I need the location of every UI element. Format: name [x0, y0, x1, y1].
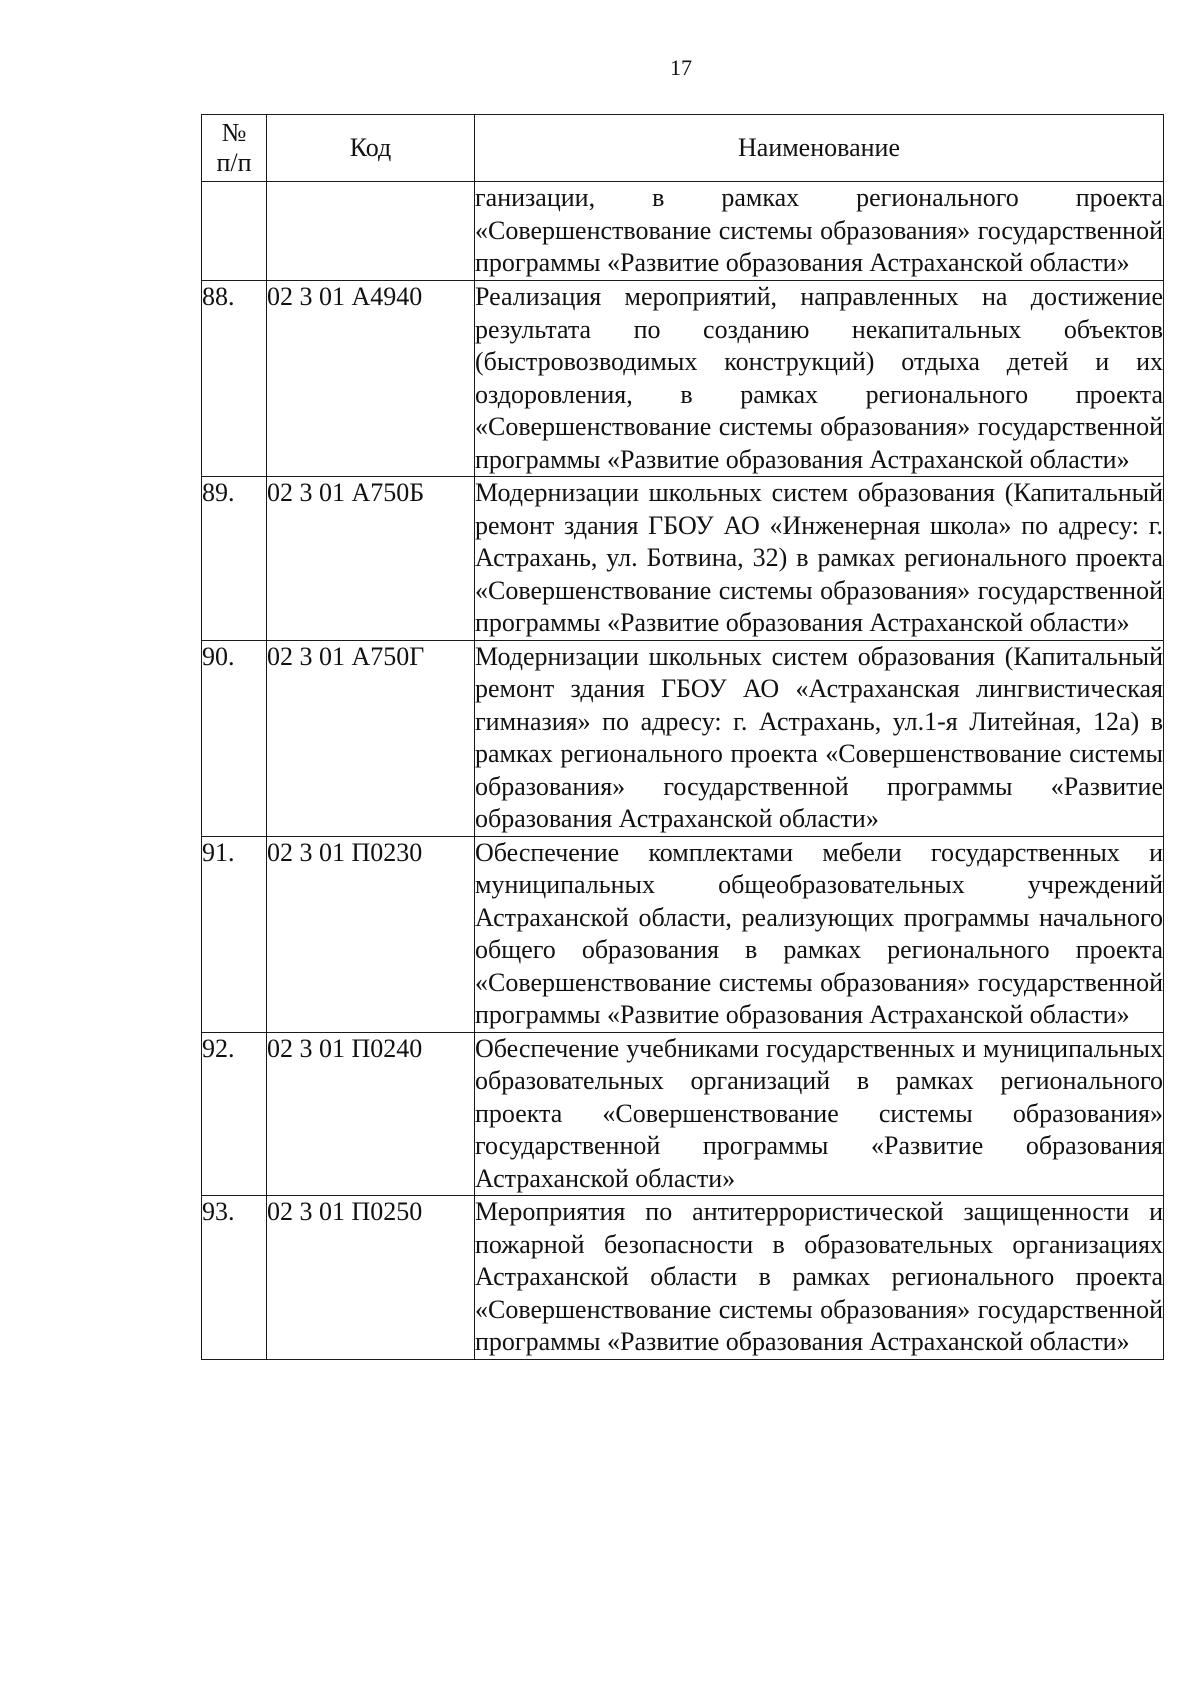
- row-code: 02 3 01 П0230: [267, 836, 475, 1032]
- table-header-row: [202, 115, 1164, 182]
- row-number: 93.: [202, 1196, 267, 1360]
- table-row-continuation: [202, 182, 1164, 281]
- row-number: 89.: [202, 477, 267, 641]
- row-name: Модернизации школьных систем образования (Капитальный ремонт здания ГБОУ АО «Астраханская лингвистическая гимназия» по адресу: г. Астрахань, ул.1-я Литейная, 12а) в рамках регионального проекта «Совершенствование системы образования» государственной программы «Развитие образования Астраханской области»: [475, 640, 1164, 836]
- header-number: [202, 115, 267, 182]
- table-row: [202, 640, 1164, 836]
- page-number: 17: [670, 55, 692, 80]
- row-code: 02 3 01 А750Г: [267, 640, 475, 836]
- row-code: 02 3 01 А4940: [267, 281, 475, 477]
- table-row: [202, 836, 1164, 1032]
- row-name: ганизации, в рамках регионального проекта «Совершенствование системы образования» государственной программы «Развитие образования Астраханской области»: [475, 182, 1164, 281]
- row-code: [267, 182, 475, 281]
- row-code: 02 3 01 А750Б: [267, 477, 475, 641]
- row-name: Мероприятия по антитеррористической защищенности и пожарной безопасности в образовательных организациях Астраханской области в рамках регионального проекта «Совершенствование системы образования» государственной программы «Развитие образования Астраханской области»: [475, 1196, 1164, 1360]
- row-number: 90.: [202, 640, 267, 836]
- row-number: [202, 182, 267, 281]
- row-name: Обеспечение учебниками государственных и муниципальных образовательных организаций в рамках регионального проекта «Совершенствование системы образования» государственной программы «Развитие образования Астраханской области»: [475, 1032, 1164, 1196]
- row-name: Обеспечение комплектами мебели государственных и муниципальных общеобразовательных учреждений Астраханской области, реализующих программы начального общего образования в рамках регионального проекта «Совершенствование системы образования» государственной программы «Развитие образования Астраханской области»: [475, 836, 1164, 1032]
- row-number: 92.: [202, 1032, 267, 1196]
- header-code: Код: [267, 115, 475, 182]
- row-number: 88.: [202, 281, 267, 477]
- row-name: Реализация мероприятий, направленных на достижение результата по созданию некапитальных объектов (быстровозводимых конструкций) отдыха детей и их оздоровления, в рамках регионального проекта «Совершенствование системы образования» государственной программы «Развитие образования Астраханской области»: [475, 281, 1164, 477]
- header-number-abbrev: п/п: [216, 148, 252, 177]
- row-code: 02 3 01 П0240: [267, 1032, 475, 1196]
- header-name: Наименование: [475, 115, 1164, 182]
- header-number-sign: №: [221, 118, 247, 147]
- row-number: 91.: [202, 836, 267, 1032]
- table-row: [202, 1032, 1164, 1196]
- row-code: 02 3 01 П0250: [267, 1196, 475, 1360]
- table-row: [202, 281, 1164, 477]
- table-row: [202, 1196, 1164, 1360]
- row-name: Модернизации школьных систем образования (Капитальный ремонт здания ГБОУ АО «Инженерная школа» по адресу: г. Астрахань, ул. Ботвина, 32) в рамках регионального проекта «Совершенствование системы образования» государственной программы «Развитие образования Астраханской области»: [475, 477, 1164, 641]
- budget-code-table: [201, 114, 1164, 1360]
- table-row: [202, 477, 1164, 641]
